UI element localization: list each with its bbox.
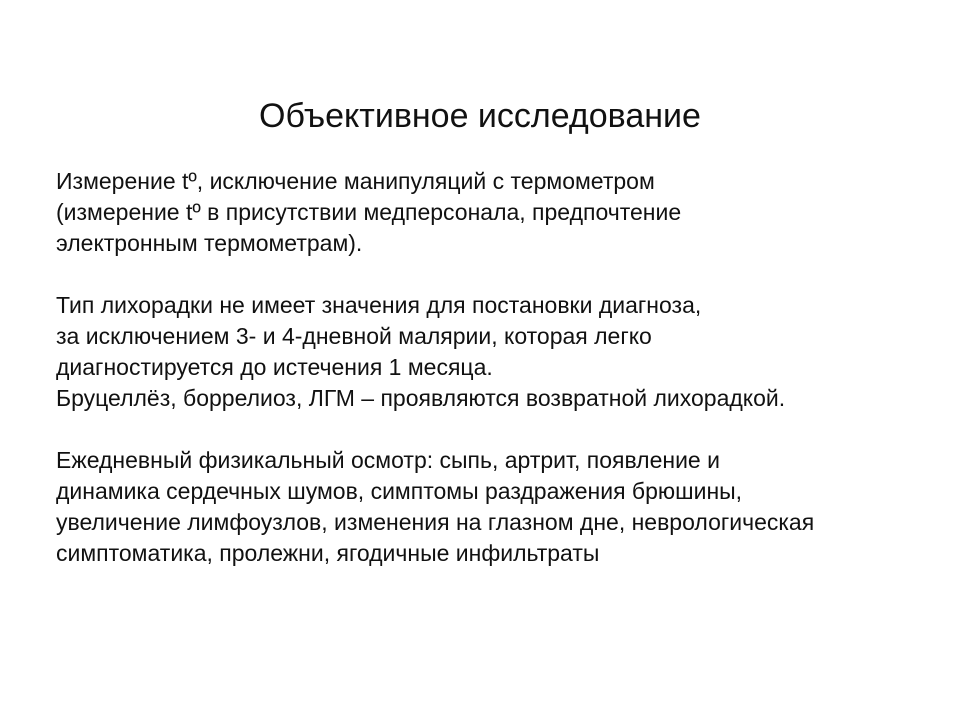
paragraph-spacer xyxy=(56,259,936,290)
text-line: за исключением 3- и 4-дневной малярии, которая легко xyxy=(56,323,652,349)
paragraph-spacer xyxy=(56,414,936,445)
text-line: Ежедневный физикальный осмотр: сыпь, артрит, появление и xyxy=(56,447,720,473)
text-line: симптоматика, пролежни, ягодичные инфильтраты xyxy=(56,540,600,566)
text-line: Тип лихорадки не имеет значения для постановки диагноза, xyxy=(56,292,702,318)
paragraph-daily-exam xyxy=(56,445,936,569)
text-line: электронным термометрам). xyxy=(56,230,363,256)
text-line: Бруцеллёз, боррелиоз, ЛГМ – проявляются возвратной лихорадкой. xyxy=(56,385,786,411)
paragraph-fever-type xyxy=(56,290,936,414)
slide-title: Объективное исследование xyxy=(259,97,701,135)
text-line: увеличение лимфоузлов, изменения на глазном дне, неврологическая xyxy=(56,509,815,535)
text-line: Измерение tº, исключение манипуляций с термометром xyxy=(56,168,655,194)
paragraph-temperature xyxy=(56,166,936,259)
text-line: диагностируется до истечения 1 месяца. xyxy=(56,354,493,380)
slide-body xyxy=(56,166,936,569)
text-line: (измерение tº в присутствии медперсонала, предпочтение xyxy=(56,199,682,225)
text-line: динамика сердечных шумов, симптомы раздражения брюшины, xyxy=(56,478,743,504)
